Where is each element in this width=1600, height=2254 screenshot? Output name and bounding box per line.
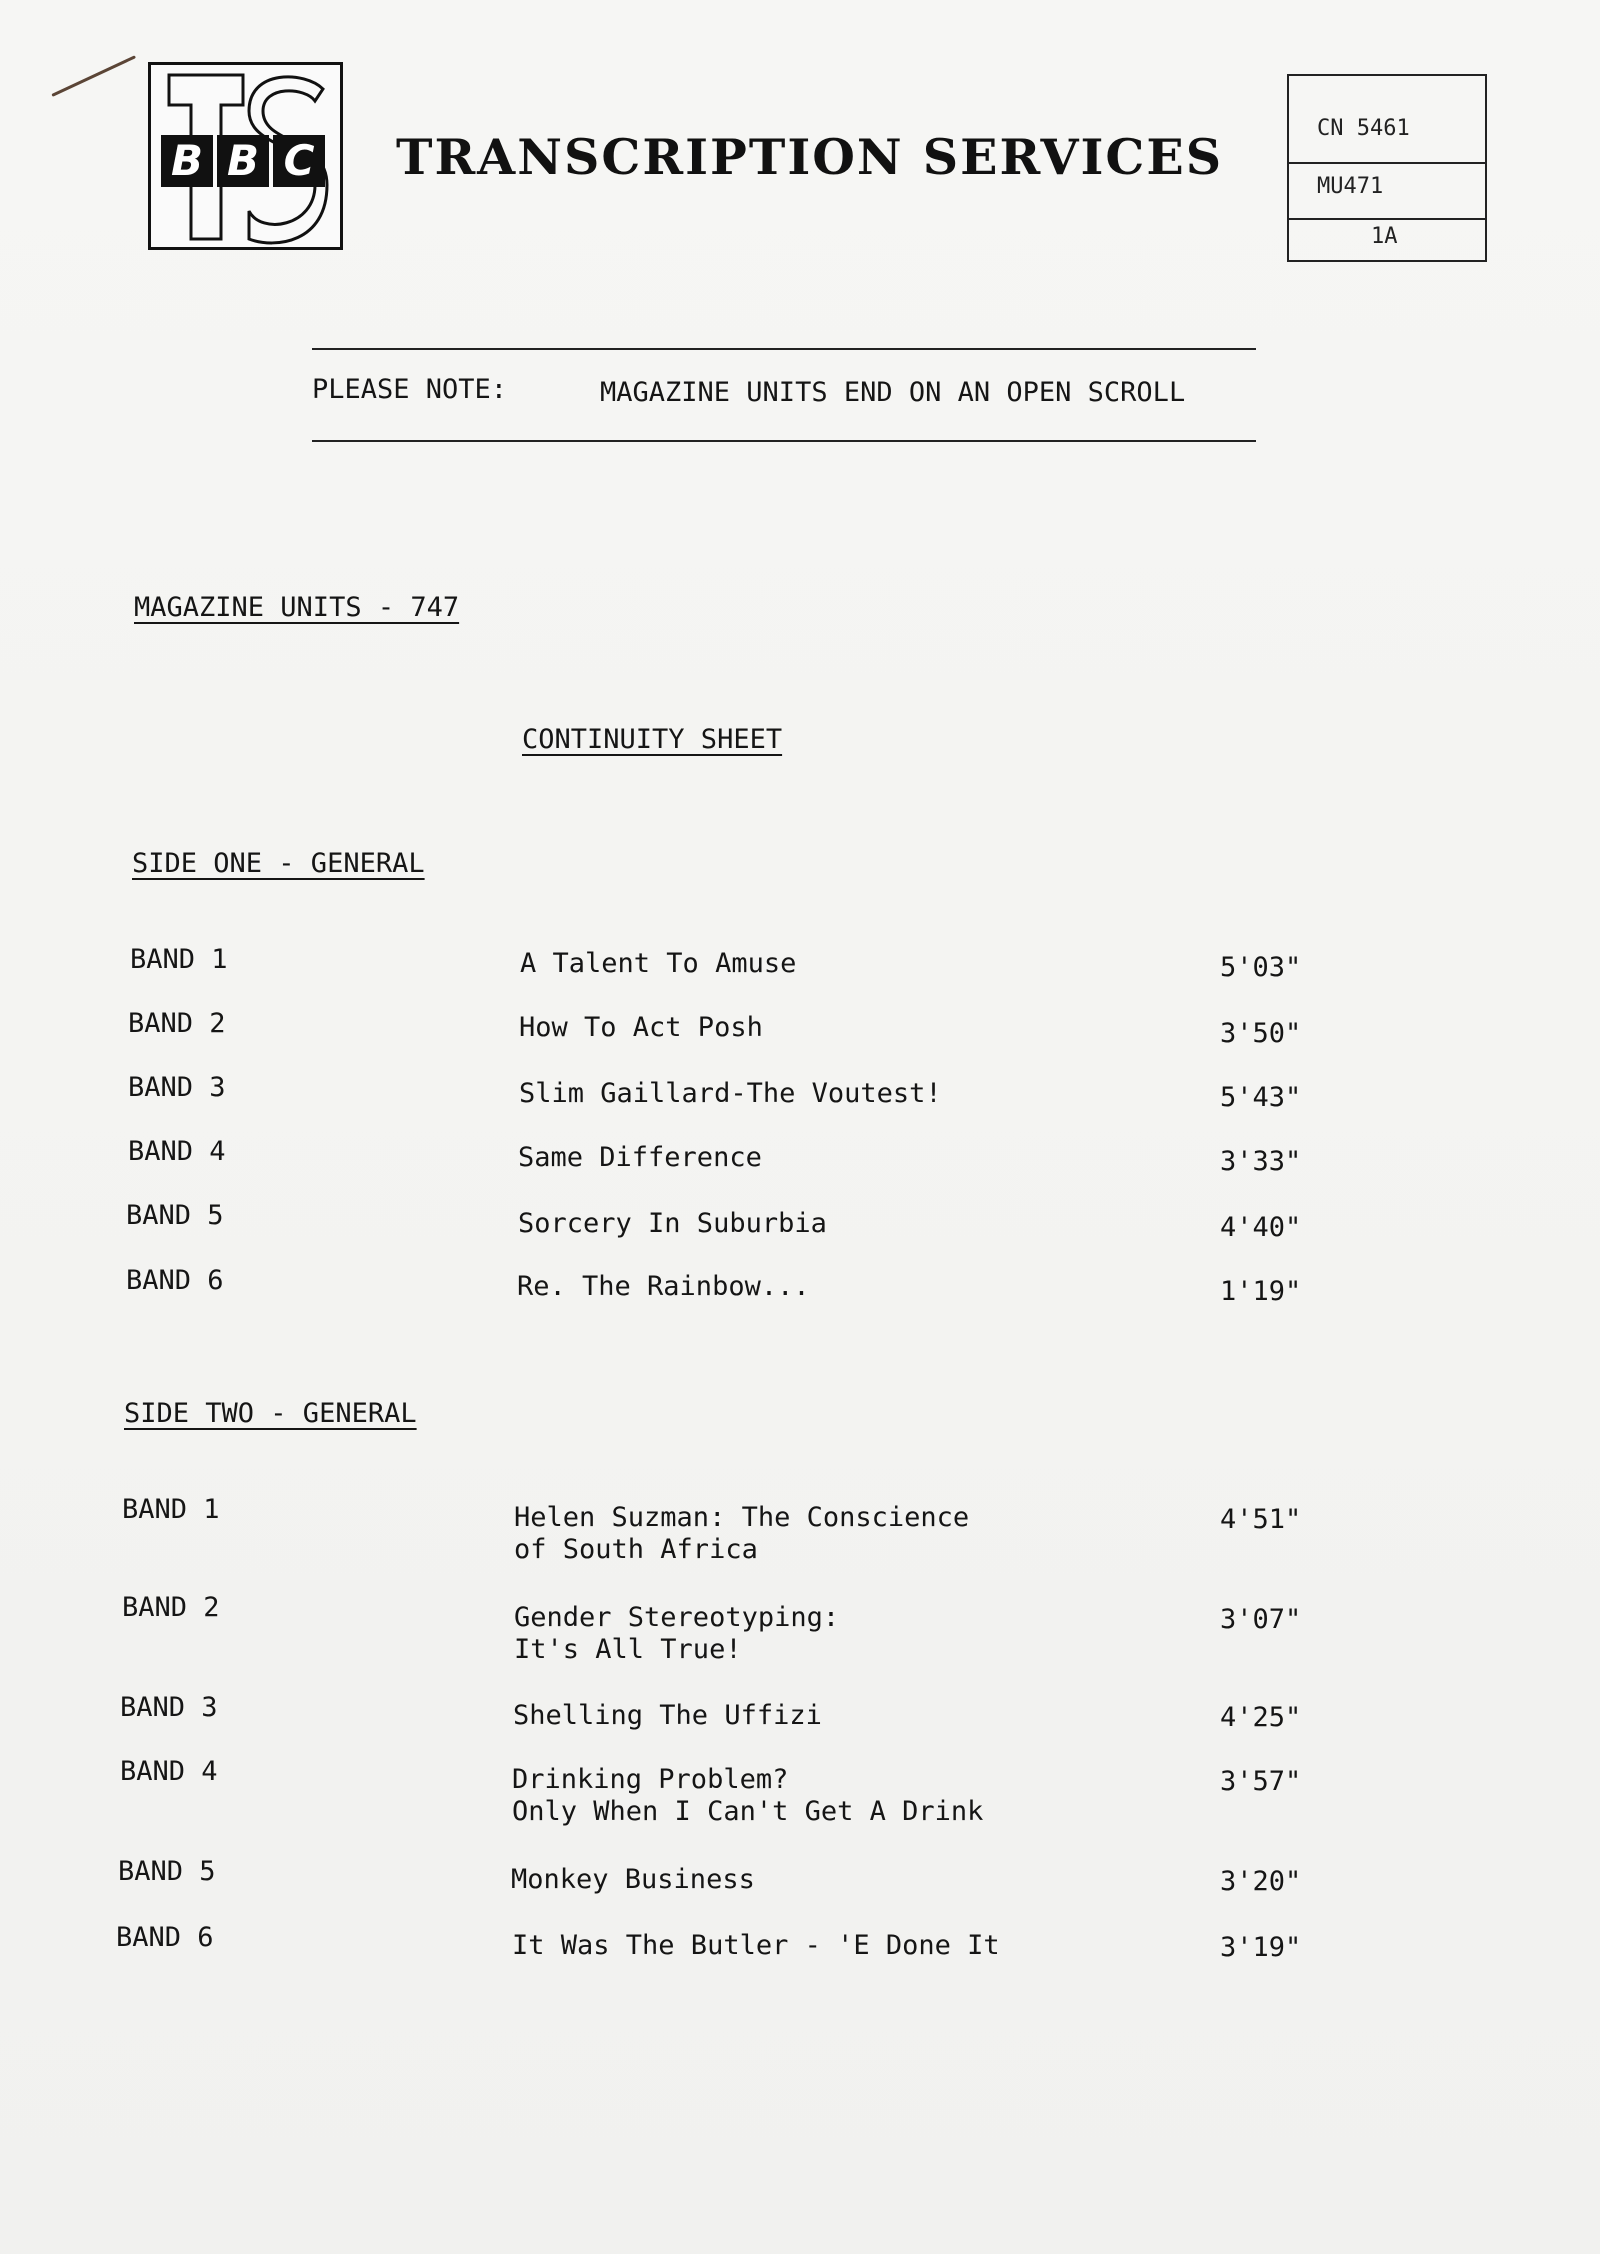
band-label: BAND 6 (116, 1922, 214, 1953)
side-two-heading: SIDE TWO - GENERAL (124, 1398, 417, 1429)
bbc-letter: B (161, 135, 213, 187)
divider (312, 440, 1256, 442)
band-title: Re. The Rainbow... (517, 1271, 810, 1302)
band-duration: 1'19" (1220, 1276, 1302, 1307)
band-label: BAND 3 (128, 1072, 226, 1103)
ref-code-cn: CN 5461 (1317, 116, 1410, 141)
band-duration: 5'43" (1220, 1082, 1302, 1113)
note-label: PLEASE NOTE: (312, 374, 508, 405)
ref-cell (1289, 106, 1485, 164)
divider (312, 348, 1256, 350)
band-label: BAND 2 (128, 1008, 226, 1039)
band-duration: 3'57" (1220, 1766, 1302, 1797)
band-label: BAND 1 (130, 944, 228, 975)
band-title: Monkey Business (511, 1864, 755, 1895)
band-title: How To Act Posh (519, 1012, 763, 1043)
band-duration: 4'51" (1220, 1504, 1302, 1535)
band-title-line: Drinking Problem? (512, 1764, 789, 1795)
band-label: BAND 1 (122, 1494, 220, 1525)
band-title (514, 1602, 839, 1666)
band-title: Sorcery In Suburbia (518, 1208, 827, 1239)
band-label: BAND 3 (120, 1692, 218, 1723)
band-title-line: of South Africa (514, 1534, 758, 1565)
band-label: BAND 4 (120, 1756, 218, 1787)
ref-code-mu: MU471 (1317, 174, 1384, 199)
band-title-line: Only When I Can't Get A Drink (512, 1796, 984, 1827)
band-title: Slim Gaillard-The Voutest! (519, 1078, 942, 1109)
note-text: MAGAZINE UNITS END ON AN OPEN SCROLL (600, 377, 1186, 408)
band-duration: 3'07" (1220, 1604, 1302, 1635)
bbc-transcription-logo (148, 62, 343, 250)
band-title-line: Helen Suzman: The Conscience (514, 1502, 970, 1533)
unit-title: MAGAZINE UNITS - 747 (134, 592, 460, 623)
band-title: A Talent To Amuse (520, 948, 797, 979)
band-duration: 3'19" (1220, 1932, 1302, 1963)
band-duration: 4'40" (1220, 1212, 1302, 1243)
band-label: BAND 5 (118, 1856, 216, 1887)
band-title: It Was The Butler - 'E Done It (512, 1930, 1000, 1961)
band-title (514, 1502, 969, 1566)
page-title: TRANSCRIPTION SERVICES (396, 128, 1224, 186)
bbc-blocks (161, 135, 325, 187)
side-one-heading: SIDE ONE - GENERAL (132, 848, 425, 879)
bbc-letter: B (217, 135, 269, 187)
reference-box (1287, 74, 1487, 262)
band-label: BAND 4 (128, 1136, 226, 1167)
band-duration: 3'33" (1220, 1146, 1302, 1177)
ref-cell (1289, 218, 1485, 260)
bbc-letter: C (273, 135, 325, 187)
band-title: Same Difference (518, 1142, 762, 1173)
band-duration: 3'20" (1220, 1866, 1302, 1897)
band-duration: 3'50" (1220, 1018, 1302, 1049)
band-duration: 5'03" (1220, 952, 1302, 983)
band-label: BAND 5 (126, 1200, 224, 1231)
band-label: BAND 6 (126, 1265, 224, 1296)
band-duration: 4'25" (1220, 1702, 1302, 1733)
staple-mark (51, 55, 136, 97)
band-title: Shelling The Uffizi (513, 1700, 822, 1731)
band-label: BAND 2 (122, 1592, 220, 1623)
sheet-title: CONTINUITY SHEET (522, 724, 783, 755)
band-title-line: It's All True! (514, 1634, 742, 1665)
band-title-line: Gender Stereotyping: (514, 1602, 840, 1633)
ref-cell (1289, 162, 1485, 220)
ref-code-side: 1A (1371, 224, 1398, 249)
band-title (512, 1764, 983, 1828)
